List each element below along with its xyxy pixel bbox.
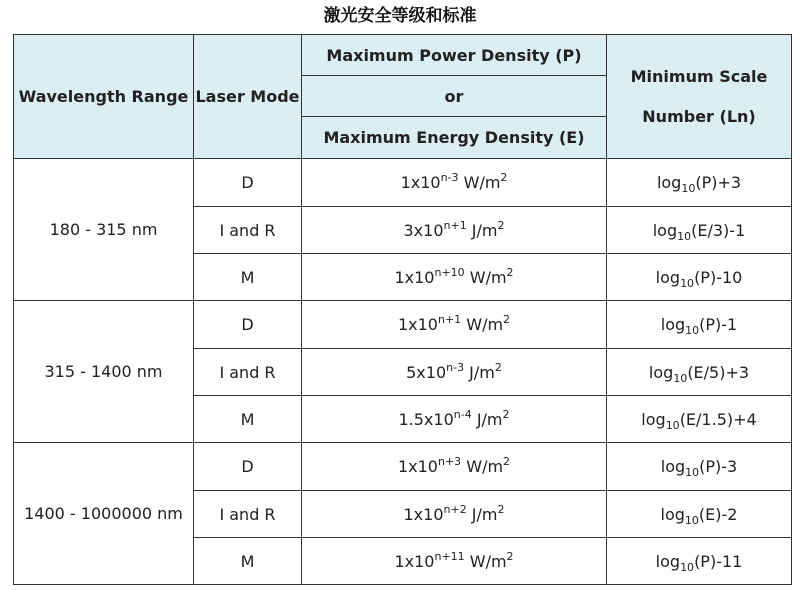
density-mantissa: 1.5x10 xyxy=(398,409,454,429)
density-unit: J/m xyxy=(469,362,495,382)
scale-arg: (E/3)-1 xyxy=(691,220,746,240)
scale-number-cell xyxy=(607,159,792,207)
unit-exponent: 2 xyxy=(500,171,508,184)
scale-number-cell xyxy=(607,301,792,349)
scale-func: log xyxy=(660,315,686,334)
density-unit: J/m xyxy=(471,504,498,524)
laser-mode-cell: I and R xyxy=(194,491,302,538)
density-mantissa: 3x10 xyxy=(403,220,444,240)
density-unit: W/m xyxy=(469,267,507,287)
scale-func: log xyxy=(648,362,674,382)
max-density-cell xyxy=(302,301,607,349)
scale-arg: (P)-10 xyxy=(694,267,743,287)
density-unit: J/m xyxy=(471,220,498,240)
header-min-scale-number xyxy=(607,35,792,159)
header-max-energy-density: Maximum Energy Density (E) xyxy=(302,117,607,159)
density-mantissa: 1x10 xyxy=(403,504,444,524)
density-exponent: n-4 xyxy=(453,407,472,421)
laser-mode-cell: D xyxy=(194,159,302,207)
density-exponent: n+10 xyxy=(434,265,465,279)
max-density-cell xyxy=(302,538,607,585)
laser-mode-cell: I and R xyxy=(194,207,302,254)
scale-func: log xyxy=(660,457,686,476)
max-density-cell xyxy=(302,349,607,396)
scale-func: log xyxy=(660,504,685,524)
table-row xyxy=(14,301,792,349)
density-exponent: n+2 xyxy=(443,502,467,516)
scale-number-cell xyxy=(607,207,792,254)
density-mantissa: 1x10 xyxy=(397,457,438,476)
max-density-cell xyxy=(302,396,607,443)
laser-mode-cell: M xyxy=(194,538,302,585)
page-title: 激光安全等级和标准 xyxy=(323,6,477,26)
header-wavelength-range: Wavelength Range xyxy=(14,35,194,159)
wavelength-range-cell: 180 - 315 nm xyxy=(14,159,194,301)
density-exponent: n-3 xyxy=(446,360,465,374)
max-density-cell xyxy=(302,159,607,207)
scale-arg: (E/5)+3 xyxy=(687,362,750,382)
wavelength-range-cell: 1400 - 1000000 nm xyxy=(14,443,194,585)
density-unit: J/m xyxy=(476,409,503,429)
header-scale-line2: Number (Ln) xyxy=(642,106,756,126)
max-density-cell xyxy=(302,207,607,254)
scale-base: 10 xyxy=(684,513,699,527)
table-row xyxy=(14,443,792,491)
density-exponent: n+11 xyxy=(434,549,465,563)
density-exponent: n+1 xyxy=(443,218,467,232)
scale-base: 10 xyxy=(673,371,688,385)
header-row xyxy=(14,35,792,76)
unit-exponent: 2 xyxy=(494,360,502,374)
density-exponent: n-3 xyxy=(440,171,459,184)
density-exponent: n+3 xyxy=(437,455,462,468)
unit-exponent: 2 xyxy=(503,313,511,326)
scale-arg: (P)-11 xyxy=(694,551,743,571)
density-unit: W/m xyxy=(466,457,504,476)
laser-mode-cell: M xyxy=(194,254,302,301)
unit-exponent: 2 xyxy=(506,549,514,563)
scale-func: log xyxy=(656,173,682,192)
density-exponent: n+1 xyxy=(437,313,462,326)
scale-arg: (P)-1 xyxy=(699,315,738,334)
max-density-cell xyxy=(302,491,607,538)
header-or: or xyxy=(302,76,607,117)
scale-base: 10 xyxy=(680,560,695,574)
scale-base: 10 xyxy=(681,182,696,195)
laser-mode-cell: I and R xyxy=(194,349,302,396)
scale-base: 10 xyxy=(685,466,700,479)
density-mantissa: 5x10 xyxy=(406,362,447,382)
laser-mode-cell: M xyxy=(194,396,302,443)
scale-arg: (E)-2 xyxy=(698,504,738,524)
scale-number-cell xyxy=(607,491,792,538)
table-body xyxy=(14,35,792,585)
table-row xyxy=(14,159,792,207)
scale-number-cell xyxy=(607,254,792,301)
scale-number-cell xyxy=(607,396,792,443)
density-unit: W/m xyxy=(463,173,501,192)
unit-exponent: 2 xyxy=(497,502,505,516)
density-mantissa: 1x10 xyxy=(394,267,435,287)
unit-exponent: 2 xyxy=(502,407,510,421)
scale-base: 10 xyxy=(680,276,695,290)
header-scale-line1: Minimum Scale xyxy=(630,66,768,86)
density-unit: W/m xyxy=(466,315,504,334)
scale-func: log xyxy=(655,267,681,287)
scale-func: log xyxy=(655,551,681,571)
density-mantissa: 1x10 xyxy=(397,315,438,334)
unit-exponent: 2 xyxy=(497,218,505,232)
header-max-power-density: Maximum Power Density (P) xyxy=(302,35,607,76)
header-laser-mode: Laser Mode xyxy=(194,35,302,159)
scale-base: 10 xyxy=(677,229,692,243)
scale-base: 10 xyxy=(685,324,700,337)
laser-mode-cell: D xyxy=(194,443,302,491)
scale-func: log xyxy=(641,409,666,429)
unit-exponent: 2 xyxy=(503,455,511,468)
scale-number-cell xyxy=(607,538,792,585)
density-unit: W/m xyxy=(469,551,507,571)
density-mantissa: 1x10 xyxy=(394,551,435,571)
max-density-cell xyxy=(302,443,607,491)
scale-arg: (P)+3 xyxy=(695,173,742,192)
scale-arg: (E/1.5)+4 xyxy=(679,409,757,429)
scale-number-cell xyxy=(607,443,792,491)
scale-arg: (P)-3 xyxy=(699,457,738,476)
scale-base: 10 xyxy=(665,418,680,432)
max-density-cell xyxy=(302,254,607,301)
density-mantissa: 1x10 xyxy=(400,173,441,192)
wavelength-range-cell: 315 - 1400 nm xyxy=(14,301,194,443)
scale-number-cell xyxy=(607,349,792,396)
laser-safety-table xyxy=(13,34,792,585)
scale-func: log xyxy=(652,220,678,240)
laser-mode-cell: D xyxy=(194,301,302,349)
unit-exponent: 2 xyxy=(506,265,514,279)
